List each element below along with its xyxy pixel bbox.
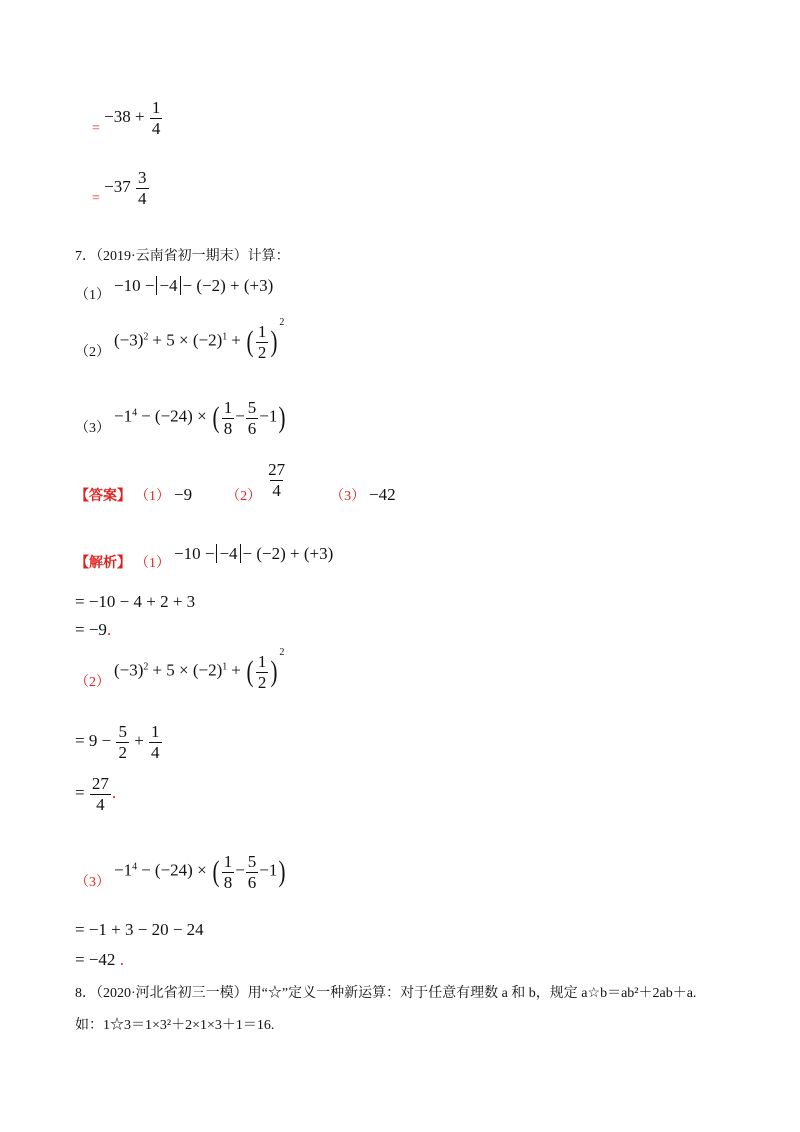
answer-label-3: （3） — [330, 488, 366, 504]
exponent: 2 — [143, 661, 149, 673]
expression-text: −1 — [259, 406, 278, 426]
denominator: 4 — [96, 794, 105, 814]
step-text: = — [75, 782, 85, 802]
exponent: 2 — [279, 317, 285, 329]
denominator: 4 — [151, 118, 161, 138]
analysis-step-result — [75, 774, 116, 814]
plus-sign: + — [231, 330, 241, 350]
question-7-header: 7．（2019·云南省初一期末）计算： — [75, 249, 290, 264]
step-text: = −42 — [75, 950, 116, 969]
left-paren: ( — [246, 325, 254, 359]
analysis-step: = −1 + 3 − 20 − 24 — [75, 920, 204, 939]
question-7-part-2 — [75, 317, 285, 362]
denominator: 2 — [257, 342, 267, 362]
denominator: 4 — [138, 188, 147, 208]
expression-text: (−3) — [114, 330, 144, 350]
numerator: 5 — [247, 398, 257, 417]
analysis-part-3 — [75, 852, 287, 892]
top-equation-1 — [92, 98, 163, 138]
answer-tag: 【答案】 — [75, 488, 131, 504]
right-paren: ) — [270, 325, 278, 359]
expression-text: − (−2) + (+3) — [242, 544, 334, 563]
exponent: 1 — [222, 331, 228, 343]
fraction — [256, 652, 269, 692]
numerator: 1 — [223, 852, 233, 871]
denominator: 8 — [223, 872, 233, 892]
step-text: = −9 — [75, 620, 107, 639]
expression-text: −1 — [114, 860, 133, 880]
analysis-step: = −10 − 4 + 2 + 3 — [75, 592, 196, 611]
answer-value-1: −9 — [174, 484, 193, 504]
absolute-value: −4 — [216, 544, 240, 563]
minus-sign: − — [235, 406, 245, 426]
analysis-tag: 【解析】 — [75, 556, 131, 571]
right-paren: ) — [278, 401, 286, 435]
top-equation-2 — [92, 168, 150, 208]
numerator: 1 — [223, 398, 233, 417]
step-text: = 9 − — [75, 730, 112, 750]
part-label: （3） — [75, 874, 110, 890]
part-label: （2） — [75, 674, 110, 690]
denominator: 2 — [118, 742, 127, 762]
exponent: 2 — [279, 647, 285, 659]
fraction — [246, 398, 259, 438]
exponent: 1 — [222, 661, 228, 673]
part-label: （1） — [75, 288, 110, 303]
expression-text: + 5 × (−2) — [152, 660, 223, 680]
fraction — [246, 852, 259, 892]
fraction — [136, 168, 149, 208]
analysis-part-2 — [75, 647, 285, 692]
numerator: 5 — [118, 722, 127, 741]
left-paren: ( — [246, 655, 254, 689]
analysis-part-1 — [75, 544, 334, 571]
numerator: 27 — [91, 774, 109, 793]
question-8-text: 8．（2020·河北省初三一模）用“☆”定义一种新运算：对于任意有理数 a 和 b，规定 a☆b＝ab²＋2ab＋a. — [75, 986, 697, 1001]
minus-sign: − — [235, 860, 245, 880]
left-paren: ( — [212, 401, 220, 435]
right-paren: ) — [270, 655, 278, 689]
exponent: 4 — [132, 861, 138, 873]
numerator: 27 — [268, 460, 286, 479]
fraction — [150, 98, 163, 138]
numerator: 1 — [257, 322, 267, 341]
question-8-example: 如：1☆3＝1×3²＋2×1×3＋1＝16. — [75, 1018, 275, 1033]
left-paren: ( — [212, 855, 220, 889]
expression-text: − (−2) + (+3) — [182, 276, 274, 295]
fraction — [116, 722, 129, 762]
answer-label-1: （1） — [135, 488, 170, 504]
denominator: 4 — [272, 480, 281, 500]
expression-text: + 5 × (−2) — [152, 330, 223, 350]
expression-text: −1 — [114, 406, 133, 426]
expression-text: −10 − — [114, 276, 155, 295]
equals-sign: = — [92, 120, 100, 136]
expression-text: − (−24) × — [141, 406, 207, 426]
fraction — [222, 852, 235, 892]
answer-label-2: （2） — [226, 488, 262, 504]
period: . — [111, 782, 117, 802]
denominator: 6 — [247, 872, 257, 892]
analysis-step-result — [75, 950, 124, 970]
exponent: 4 — [132, 407, 138, 419]
analysis-step-result — [75, 620, 111, 640]
denominator: 6 — [247, 418, 257, 438]
question-7-part-3 — [75, 398, 287, 438]
numerator: 1 — [151, 722, 160, 741]
plus-sign: + — [134, 730, 144, 750]
denominator: 8 — [223, 418, 233, 438]
part-label: （1） — [135, 556, 170, 571]
expression-text: − (−24) × — [141, 860, 207, 880]
numerator: 1 — [151, 98, 161, 117]
period: . — [119, 950, 124, 969]
numerator: 3 — [138, 168, 147, 187]
plus-sign: + — [231, 660, 241, 680]
question-7-part-1 — [75, 276, 274, 303]
analysis-step — [75, 722, 163, 762]
equals-sign: = — [92, 190, 100, 206]
fraction — [256, 322, 269, 362]
answer-value-3: −42 — [369, 484, 396, 504]
answer-fraction-2 — [266, 460, 287, 500]
expression-text: −38 + — [104, 106, 145, 126]
exponent: 2 — [143, 331, 149, 343]
denominator: 4 — [151, 742, 160, 762]
expression-text: (−3) — [114, 660, 144, 680]
numerator: 1 — [257, 652, 267, 671]
numerator: 5 — [247, 852, 257, 871]
fraction — [90, 774, 111, 814]
part-label: （2） — [75, 344, 110, 360]
fraction — [222, 398, 235, 438]
expression-text: −10 − — [174, 544, 215, 563]
part-label: （3） — [75, 420, 110, 436]
period: . — [106, 620, 112, 639]
answer-line — [75, 460, 396, 508]
fraction — [149, 722, 162, 762]
expression-text: −37 — [104, 176, 131, 196]
denominator: 2 — [257, 672, 267, 692]
right-paren: ) — [278, 855, 286, 889]
expression-text: −1 — [259, 860, 278, 880]
absolute-value: −4 — [156, 276, 180, 295]
